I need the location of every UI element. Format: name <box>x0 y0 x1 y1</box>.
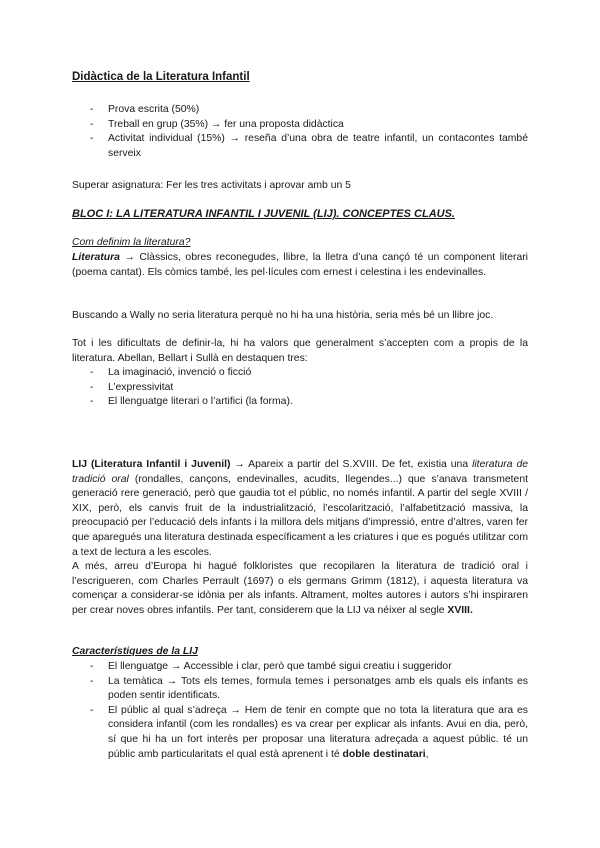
term-literatura: Literatura <box>72 252 120 263</box>
lij-paragraph-1: LIJ (Literatura Infantil i Juvenil) → Apareix a partir del S.XVIII. De fet, existia una literatura de tradició oral (rondalles, cançons, endevinalles, acudits, llegendes...) que s’anava transmetent generació rere generació, però que gaudia tot el públic, no només infantil. A partir del segle XVIII / XIX, però, els canvis fruit de la industrialització, l’escolarització, l’alfabetització massiva, la preocupació per l’educació dels infants i la millora dels mitjans d’impressió, entre d’altres, varen fer que aparegués una literatura destinada específicament a les criatures i que es pogués utilitzar com a text de lectura a les escoles. <box>72 459 529 558</box>
list-item: - Prova escrita (50%) <box>72 103 528 118</box>
list-item: - La temàtica → Tots els temes, formula temes i personatges amb els quals els infants es poden sentir identificats. <box>72 675 528 704</box>
list-item: - El públic al qual s’adreça → Hem de tenir en compte que no tota la literatura que ara es considera infantil (com les rondalles) es va crear per explicar als infants. Avui en dia, però, sí que hi ha un fort interès per proposar una literatura adreçada a aquest públic. té un públic amb particularitats el qual està aprenent i té doble destinatari, <box>72 704 528 762</box>
list-item: - L’expressivitat <box>72 381 528 396</box>
oral-tradition-term: literatura de tradició oral <box>72 459 529 485</box>
characteristics-list <box>72 660 528 762</box>
definition-text: → Clàssics, obres reconegudes, llibre, la lletra d’una cançó té un component literari (poema cantat). Els còmics també, les pel·lícules com ernest i celestina i les endevinalles. <box>72 252 528 278</box>
evaluation-list <box>72 103 528 161</box>
page-title: Didàctica de la Literatura Infantil <box>72 71 250 83</box>
list-item: - El llenguatge → Accessible i clar, però que també sigui creatiu i suggeridor <box>72 660 528 675</box>
double-recipient: doble destinatari <box>342 748 426 760</box>
term-lij: LIJ (Literatura Infantil i Juvenil) <box>72 459 231 470</box>
difficulties-intro: Tot i les dificultats de definir-la, hi ha valors que generalment s’accepten com a propis de la literatura. Abellan, Bellart i Sullà en destaquen tres: <box>72 338 528 364</box>
lij-paragraph-2: A més, arreu d’Europa hi hagué folkloristes que recopilaren la literatura de tradició oral i l’escrigueren, com Charles Perrault (1697) o els germans Grimm (1812), i aquesta literatura va començar a considerar-se idònia per als infants. Altrament, moltes autores i autors s’hi inspiraren per crear noves obres infantils. Per tant, considerem que la LIJ va néixer al segle XVIII. <box>72 561 528 616</box>
difficulties-list <box>72 366 528 410</box>
list-item: - Treball en grup (35%) → fer una proposta didàctica <box>72 118 528 133</box>
bloc-heading: BLOC I: LA LITERATURA INFANTIL I JUVENIL (LIJ). CONCEPTES CLAUS. <box>72 208 455 220</box>
definition-question: Com definim la literatura? <box>72 237 191 248</box>
definition-paragraph <box>72 251 528 280</box>
characteristics-heading: Característiques de la LIJ <box>72 646 198 657</box>
list-item: - La imaginació, invenció o ficció <box>72 366 528 381</box>
century-highlight: XVIII. <box>447 604 473 616</box>
list-item: - El llenguatge literari o l’artifici (la forma). <box>72 395 528 410</box>
wally-paragraph: Buscando a Wally no seria literatura perquè no hi ha una història, seria més bé un llibre joc. <box>72 310 494 321</box>
list-item: - Activitat individual (15%) → reseña d’una obra de teatre infantil, un contacontes també serveix <box>72 132 528 161</box>
pass-note: Superar asignatura: Fer les tres activitats i aprovar amb un 5 <box>72 180 351 191</box>
